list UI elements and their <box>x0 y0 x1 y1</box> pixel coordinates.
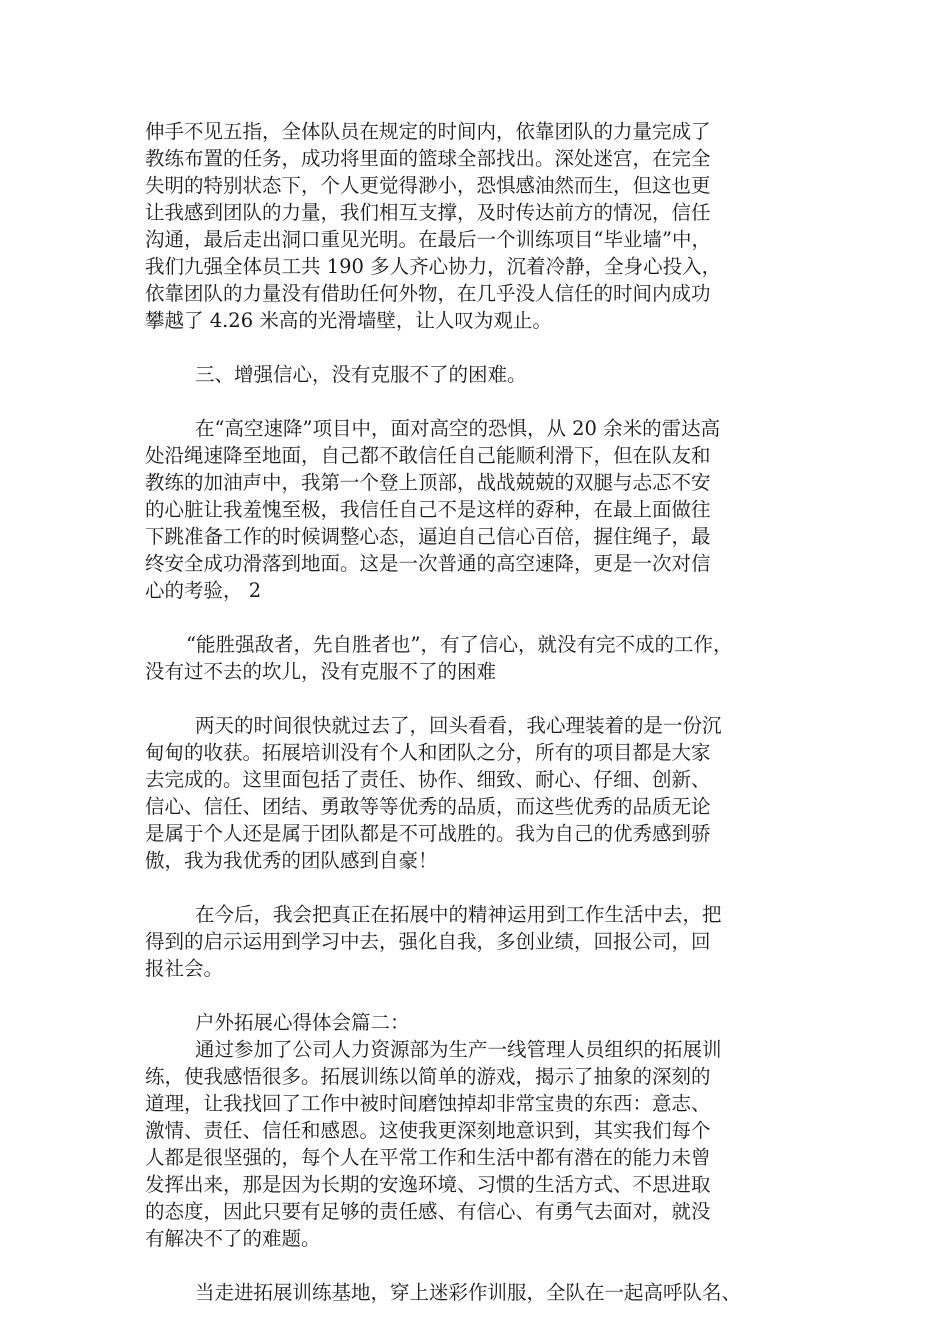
text-line: 的态度，因此只要有足够的责任感、有信心、有勇气去面对，就没 <box>145 1200 711 1223</box>
paragraph-future <box>145 901 825 982</box>
paragraph-summary <box>145 712 825 874</box>
text-line: 在今后，我会把真正在拓展中的精神运用到工作生活中去，把 <box>195 903 722 926</box>
text-line: 有解决不了的难题。 <box>145 1227 321 1250</box>
heading-line: 三、增强信心，没有克服不了的困难。 <box>195 363 527 386</box>
text-line: 去完成的。这里面包括了责任、协作、细致、耐心、仔细、创新、 <box>145 768 711 791</box>
text-line: 报社会。 <box>145 957 224 980</box>
text-line: 伸手不见五指，全体队员在规定的时间内，依靠团队的力量完成了 <box>145 120 711 143</box>
text-line: 道理，让我找回了工作中被时间磨蚀掉却非常宝贵的东西：意志、 <box>145 1092 711 1115</box>
paragraph-base-arrival <box>145 1279 825 1306</box>
text-line: 依靠团队的力量没有借助任何外物，在几乎没人信任的时间内成功 <box>145 282 711 305</box>
text-line: 失明的特别状态下，个人更觉得渺小，恐惧感油然而生，但这也更 <box>145 174 711 197</box>
paragraph-training-intro <box>145 1036 825 1252</box>
text-line: 得到的启示运用到学习中去，强化自我，多创业绩，回报公司，回 <box>145 930 711 953</box>
section-title-part-two <box>145 1009 825 1036</box>
paragraph-high-altitude <box>145 415 825 604</box>
text-line: 信心、信任、团结、勇敢等等优秀的品质，而这些优秀的品质无论 <box>145 795 711 818</box>
text-line: 我们九强全体员工共 190 多人齐心协力，沉着冷静，全身心投入， <box>145 255 722 278</box>
text-line: 处沿绳速降至地面，自己都不敢信任自己能顺利滑下，但在队友和 <box>145 444 711 467</box>
text-line: 教练布置的任务，成功将里面的篮球全部找出。深处迷宫，在完全 <box>145 147 711 170</box>
text-line: “能胜强敌者，先自胜者也”，有了信心，就没有完不成的工作， <box>186 633 733 656</box>
text-line: 甸甸的收获。拓展培训没有个人和团队之分，所有的项目都是大家 <box>145 741 711 764</box>
text-line: 傲，我为我优秀的团队感到自豪！ <box>145 849 438 872</box>
text-line: 当走进拓展训练基地，穿上迷彩作训服，全队在一起高呼队名、 <box>195 1281 742 1304</box>
text-line: 终安全成功滑落到地面。这是一次普通的高空速降，更是一次对信 <box>145 552 711 575</box>
text-line: 练，使我感悟很多。拓展训练以简单的游戏，揭示了抽象的深刻的 <box>145 1065 711 1088</box>
text-line: 两天的时间很快就过去了，回头看看，我心理装着的是一份沉 <box>195 714 722 737</box>
text-line: 在“高空速降”项目中，面对高空的恐惧，从 20 余米的雷达高 <box>195 417 721 440</box>
text-line: 是属于个人还是属于团队都是不可战胜的。我为自己的优秀感到骄 <box>145 822 711 845</box>
text-line: 沟通，最后走出洞口重见光明。在最后一个训练项目“毕业墙”中， <box>145 228 711 251</box>
document-body <box>145 118 825 1306</box>
paragraph-quote <box>145 631 825 685</box>
text-line: 攀越了 4.26 米高的光滑墙壁，让人叹为观止。 <box>145 309 552 332</box>
text-line: 教练的加油声中，我第一个登上顶部，战战兢兢的双腿与忐忑不安 <box>145 471 711 494</box>
text-line: 让我感到团队的力量，我们相互支撑，及时传达前方的情况，信任 <box>145 201 711 224</box>
text-line: 通过参加了公司人力资源部为生产一线管理人员组织的拓展训 <box>195 1038 722 1061</box>
heading-line: 户外拓展心得体会篇二： <box>195 1011 410 1034</box>
text-line: 发挥出来，那是因为长期的安逸环境、习惯的生活方式、不思进取 <box>145 1173 711 1196</box>
text-line: 的心脏让我羞愧至极，我信任自己不是这样的孬种，在最上面做往 <box>145 498 711 521</box>
text-line: 下跳准备工作的时候调整心态，逼迫自己信心百倍，握住绳子，最 <box>145 525 711 548</box>
text-line: 激情、责任、信任和感恩。这使我更深刻地意识到，其实我们每个 <box>145 1119 711 1142</box>
text-line: 人都是很坚强的，每个人在平常工作和生活中都有潜在的能力未曾 <box>145 1146 711 1169</box>
text-line: 没有过不去的坎儿，没有克服不了的困难 <box>145 660 497 683</box>
text-line: 心的考验， 2 <box>145 579 262 602</box>
section-heading-confidence <box>145 361 825 388</box>
paragraph-team-maze <box>145 118 825 334</box>
